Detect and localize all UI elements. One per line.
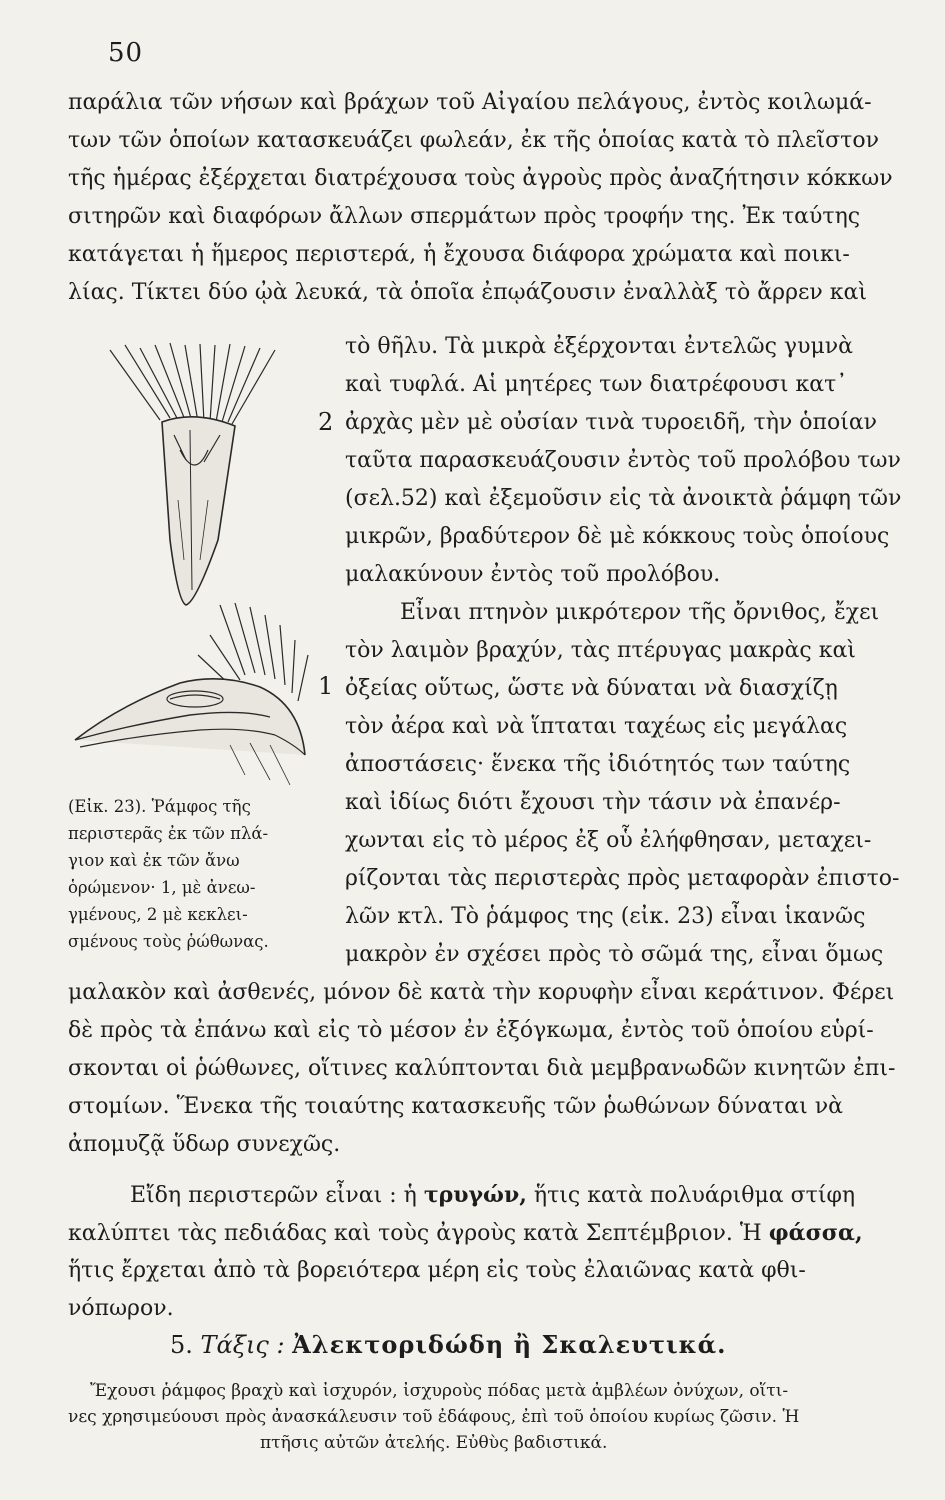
text-line: μακρὸν ἐν σχέσει πρὸς τὸ σῶμά της, εἶναι ὅμως: [345, 942, 884, 967]
text-line: ταῦτα παρασκευάζουσιν ἐντὸς τοῦ προλόβου των: [345, 448, 901, 473]
figure-caption-line: γμένους, 2 μὲ κεκλει-: [68, 905, 248, 924]
text-line: σιτηρῶν καὶ διαφόρων ἄλλων σπερμάτων πρὸς τροφήν της. Ἐκ ταύτης: [68, 204, 861, 229]
section-title: Ἀλεκτοριδώδη ἢ Σκαλευτικά.: [292, 1330, 727, 1359]
text-line: χωνται εἰς τὸ μέρος ἐξ οὗ ἐλήφθησαν, μεταχει-: [345, 828, 872, 853]
text-line: τῆς ἡμέρας ἐξέρχεται διατρέχουσα τοὺς ἀγροὺς πρὸς ἀναζήτησιν κόκκων: [68, 166, 893, 191]
species-trygon: τρυγών,: [423, 1182, 527, 1208]
species-line: ἥτις ἔρχεται ἀπὸ τὰ βορειότερα μέρη εἰς τοὺς ἐλαιῶνας κατὰ φθι-: [68, 1258, 806, 1283]
text-line: ἀρχὰς μὲν μὲ οὐσίαν τινὰ τυροειδῆ, τὴν ὁποίαν: [345, 410, 878, 435]
figure-caption-line: (Εἰκ. 23). Ῥάμφος τῆς: [68, 797, 251, 816]
page-number: 50: [108, 38, 144, 68]
text-line: σκονται οἱ ῥώθωνες, οἵτινες καλύπτονται διὰ μεμβρανωδῶν κινητῶν ἐπι-: [68, 1056, 896, 1081]
species-fassa: φάσσα,: [768, 1220, 863, 1246]
species-line: [130, 1180, 855, 1211]
text-line: μαλακὸν καὶ ἀσθενές, μόνον δὲ κατὰ τὴν κορυφὴν εἶναι κεράτινον. Φέρει: [68, 980, 895, 1005]
species-text: Εἴδη περιστερῶν εἶναι : ἡ: [130, 1183, 424, 1208]
figure-caption-line: περιστερᾶς ἐκ τῶν πλά-: [68, 824, 269, 843]
text-line: (σελ.52) καὶ ἐξεμοῦσιν εἰς τὰ ἀνοικτὰ ῥάμφη τῶν: [345, 486, 902, 511]
text-line: Εἶναι πτηνὸν μικρότερον τῆς ὄρνιθος, ἔχει: [400, 600, 880, 625]
species-line: [68, 1218, 863, 1249]
text-line: τὸ θῆλυ. Τὰ μικρὰ ἐξέρχονται ἐντελῶς γυμνὰ: [345, 334, 853, 359]
figure-caption-line: σμένους τοὺς ῥώθωνας.: [68, 932, 269, 951]
text-line: ἀπομυζᾷ ὕδωρ συνεχῶς.: [68, 1132, 341, 1157]
text-line: των τῶν ὁποίων κατασκευάζει φωλεάν, ἐκ τῆς ὁποίας κατὰ τὸ πλεῖστον: [68, 128, 879, 153]
text-line: παράλια τῶν νήσων καὶ βράχων τοῦ Αἰγαίου πελάγους, ἐντὸς κοιλωμά-: [68, 90, 872, 115]
figure-label-upper: 2: [318, 408, 334, 436]
section-desc-line: νες χρησιμεύουσι πρὸς ἀνασκάλευσιν τοῦ ἐδάφους, ἐπὶ τοῦ ὁποίου κυρίως ζῶσιν. Ἡ: [68, 1407, 800, 1427]
beak-figure-closed: [100, 340, 300, 610]
text-line: καὶ τυφλά. Αἱ μητέρες των διατρέφουσι κατ᾽: [345, 372, 848, 397]
section-desc-line: πτῆσις αὐτῶν ἀτελής. Εὐθὺς βαδιστικά.: [260, 1433, 608, 1453]
section-label: Τάξις :: [200, 1331, 293, 1359]
text-line: τὸν ἀέρα καὶ νὰ ἵπταται ταχέως εἰς μεγάλας: [345, 714, 848, 739]
species-text: ἥτις κατὰ πολυάριθμα στίφη: [526, 1183, 856, 1208]
figure-label-lower: 1: [318, 672, 334, 700]
text-line: κατάγεται ἡ ἥμερος περιστερά, ἡ ἔχουσα διάφορα χρώματα καὶ ποικι-: [68, 242, 850, 267]
text-line: μικρῶν, βραδύτερον δὲ μὲ κόκκους τοὺς ὁποίους: [345, 524, 890, 549]
text-line: ἀποστάσεις· ἕνεκα τῆς ἰδιότητός των ταύτης: [345, 752, 851, 777]
species-line: νόπωρον.: [68, 1296, 174, 1321]
text-line: ὀξείας οὕτως, ὥστε νὰ δύναται νὰ διασχίζῃ: [345, 676, 838, 701]
section-heading: [170, 1330, 726, 1359]
text-line: τὸν λαιμὸν βραχύν, τὰς πτέρυγας μακρὰς καὶ: [345, 638, 856, 663]
beak-figure-side: [70, 595, 320, 795]
text-line: καὶ ἰδίως διότι ἔχουσι τὴν τάσιν νὰ ἐπανέρ-: [345, 790, 841, 815]
figure-caption-line: γιον καὶ ἐκ τῶν ἄνω: [68, 851, 240, 870]
section-desc-line: Ἔχουσι ῥάμφος βραχὺ καὶ ἰσχυρόν, ἰσχυροὺς πόδας μετὰ ἀμβλέων ὀνύχων, οἵτι-: [90, 1381, 789, 1401]
text-line: λίας. Τίκτει δύο ᾠὰ λευκά, τὰ ὁποῖα ἐπῳάζουσιν ἐναλλὰξ τὸ ἄρρεν καὶ: [68, 280, 868, 305]
text-line: ρίζονται τὰς περιστερὰς πρὸς μεταφορὰν ἐπιστο-: [345, 866, 900, 891]
species-text: καλύπτει τὰς πεδιάδας καὶ τοὺς ἀγροὺς κατὰ Σεπτέμβριον. Ἡ: [68, 1221, 769, 1246]
text-line: λῶν κτλ. Τὸ ῥάμφος της (εἰκ. 23) εἶναι ἱκανῶς: [345, 904, 866, 929]
text-line: μαλακύνουν ἐντὸς τοῦ προλόβου.: [345, 562, 721, 587]
text-line: στομίων. Ἕνεκα τῆς τοιαύτης κατασκευῆς τῶν ῥωθώνων δύναται νὰ: [68, 1094, 844, 1119]
section-number: 5.: [170, 1331, 201, 1359]
text-line: δὲ πρὸς τὰ ἐπάνω καὶ εἰς τὸ μέσον ἐν ἐξόγκωμα, ἐντὸς τοῦ ὁποίου εὑρί-: [68, 1018, 874, 1043]
figure-caption-line: ὁρώμενον· 1, μὲ ἀνεω-: [68, 878, 256, 897]
